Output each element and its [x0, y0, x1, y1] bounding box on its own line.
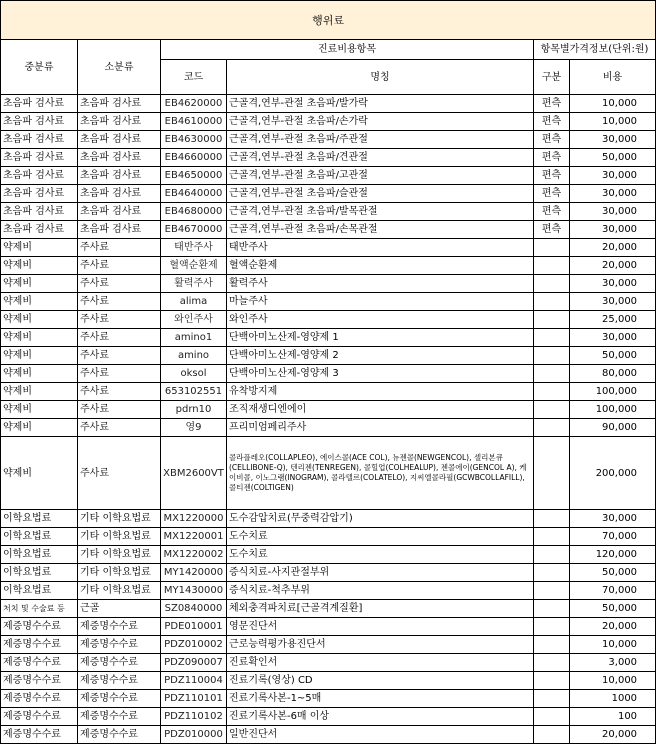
- cell-type: [534, 528, 570, 546]
- cell-type: 편측: [534, 221, 570, 239]
- table-row: [1, 383, 656, 401]
- cell-code: MY1430000: [161, 582, 227, 600]
- cell-cost: 10,000: [570, 672, 656, 690]
- table-row: [1, 95, 656, 113]
- cell-code: 활력주사: [161, 275, 227, 293]
- cell-type: 편측: [534, 131, 570, 149]
- cell-minor: 초음파 검사료: [78, 221, 161, 239]
- cell-name: 근골격,연부-관절 초음파/발가락: [227, 95, 534, 113]
- cell-major: 처치 및 수술료 등: [1, 600, 78, 618]
- cell-type: [534, 672, 570, 690]
- cell-type: [534, 726, 570, 744]
- cell-minor: 제증명수수료: [78, 726, 161, 744]
- cell-name: 근골격,연부-관절 초음파/손목관절: [227, 221, 534, 239]
- cell-cost: 50,000: [570, 149, 656, 167]
- table-row: [1, 203, 656, 221]
- cell-name: 도수치료: [227, 546, 534, 564]
- title-row: [1, 1, 656, 40]
- cell-cost: 100,000: [570, 383, 656, 401]
- cell-name: 도수치료: [227, 528, 534, 546]
- table-title: 행위료: [1, 1, 656, 40]
- cell-minor: 주사료: [78, 293, 161, 311]
- table-row: [1, 347, 656, 365]
- table-row: [1, 600, 656, 618]
- cell-name: 근골격,연부-관절 초음파/슬관절: [227, 185, 534, 203]
- cell-major: 제증명수수료: [1, 654, 78, 672]
- cell-cost: 70,000: [570, 582, 656, 600]
- cell-minor: 주사료: [78, 329, 161, 347]
- cell-type: [534, 311, 570, 329]
- cell-minor: 제증명수수료: [78, 690, 161, 708]
- table-row: [1, 149, 656, 167]
- table-row: [1, 618, 656, 636]
- cell-major: 초음파 검사료: [1, 185, 78, 203]
- header-row-1: [1, 40, 656, 60]
- table-row: [1, 654, 656, 672]
- cell-cost: 1000: [570, 690, 656, 708]
- cell-type: [534, 564, 570, 582]
- table-row: [1, 221, 656, 239]
- cell-minor: 기타 이학요법료: [78, 582, 161, 600]
- table-row: [1, 726, 656, 744]
- header-name: 명칭: [227, 60, 534, 95]
- cell-minor: 주사료: [78, 239, 161, 257]
- cell-name: 콜라플레오(COLLAPLEO), 에이스콜(ACE COL), 뉴젠콜(NEWGENCOL), 셀리본큐(CELLIBONE-Q), 텐리젠(TENREGEN), 콜힐업(COLHEALUP), 젠콜에이(GENCOL A), 케이비콜, 이노그램(INOGRAM), 콜라텔르(COLATELO), 지씨엘콜라필(GCWBCOLLAFILL), 콜티젠(COLTIGEN): [227, 437, 534, 510]
- cell-type: [534, 401, 570, 419]
- cell-code: 혈액순환제: [161, 257, 227, 275]
- cell-cost: 30,000: [570, 185, 656, 203]
- cell-minor: 제증명수수료: [78, 672, 161, 690]
- table-row: [1, 185, 656, 203]
- table-row: [1, 708, 656, 726]
- cell-name: 일반진단서: [227, 726, 534, 744]
- cell-name: 진료기록사본-1~5매: [227, 690, 534, 708]
- cell-code: PDZ010002: [161, 636, 227, 654]
- cell-name: 와인주사: [227, 311, 534, 329]
- table-row: [1, 528, 656, 546]
- cell-name: 도수감압치료(무중력감압기): [227, 510, 534, 528]
- cell-major: 이학요법료: [1, 510, 78, 528]
- cell-cost: 10,000: [570, 95, 656, 113]
- cell-type: [534, 239, 570, 257]
- header-minor: 소분류: [78, 40, 161, 95]
- cell-major: 약제비: [1, 293, 78, 311]
- cell-type: [534, 654, 570, 672]
- cell-name: 증식치료-척추부위: [227, 582, 534, 600]
- cell-code: MY1420000: [161, 564, 227, 582]
- cell-minor: 주사료: [78, 365, 161, 383]
- cell-cost: 100,000: [570, 401, 656, 419]
- cell-cost: 20,000: [570, 726, 656, 744]
- cell-code: EB4630000: [161, 131, 227, 149]
- table-row: [1, 401, 656, 419]
- cell-minor: 주사료: [78, 311, 161, 329]
- cell-cost: 30,000: [570, 510, 656, 528]
- cell-name: 근골격,연부-관절 초음파/주관절: [227, 131, 534, 149]
- cell-cost: 30,000: [570, 167, 656, 185]
- cell-cost: 30,000: [570, 275, 656, 293]
- cell-name: 영문진단서: [227, 618, 534, 636]
- cell-name: 프리미엄페리주사: [227, 419, 534, 437]
- cell-code: 영9: [161, 419, 227, 437]
- cell-major: 제증명수수료: [1, 672, 78, 690]
- table-row: [1, 365, 656, 383]
- cell-code: PDZ110004: [161, 672, 227, 690]
- cell-code: amino: [161, 347, 227, 365]
- cell-name: 진료확인서: [227, 654, 534, 672]
- cell-cost: 10,000: [570, 113, 656, 131]
- cell-minor: 초음파 검사료: [78, 203, 161, 221]
- cell-type: 편측: [534, 185, 570, 203]
- cell-type: [534, 347, 570, 365]
- table-row: [1, 167, 656, 185]
- cell-type: [534, 329, 570, 347]
- cell-name: 진료기록(영상) CD: [227, 672, 534, 690]
- table-row: [1, 239, 656, 257]
- cell-type: [534, 419, 570, 437]
- cell-minor: 기타 이학요법료: [78, 564, 161, 582]
- cell-major: 초음파 검사료: [1, 95, 78, 113]
- cell-major: 약제비: [1, 419, 78, 437]
- cell-major: 약제비: [1, 437, 78, 510]
- table-row: [1, 311, 656, 329]
- cell-type: [534, 600, 570, 618]
- cell-minor: 제증명수수료: [78, 636, 161, 654]
- cell-major: 제증명수수료: [1, 636, 78, 654]
- cell-minor: 근골: [78, 600, 161, 618]
- cell-cost: 10,000: [570, 636, 656, 654]
- cell-type: 편측: [534, 95, 570, 113]
- cell-major: 초음파 검사료: [1, 113, 78, 131]
- cell-major: 약제비: [1, 401, 78, 419]
- header-code: 코드: [161, 60, 227, 95]
- cell-name: 조직재생디엔에이: [227, 401, 534, 419]
- cell-code: MX1220000: [161, 510, 227, 528]
- cell-cost: 20,000: [570, 239, 656, 257]
- cell-minor: 제증명수수료: [78, 654, 161, 672]
- cell-minor: 주사료: [78, 401, 161, 419]
- cell-code: 와인주사: [161, 311, 227, 329]
- header-type: 구분: [534, 60, 570, 95]
- cell-name: 근골격,연부-관절 초음파/발목관절: [227, 203, 534, 221]
- cell-type: [534, 437, 570, 510]
- cell-name: 근로능력평가용진단서: [227, 636, 534, 654]
- cell-code: EB4680000: [161, 203, 227, 221]
- cell-major: 제증명수수료: [1, 690, 78, 708]
- cell-cost: 50,000: [570, 600, 656, 618]
- cell-major: 이학요법료: [1, 564, 78, 582]
- cell-major: 초음파 검사료: [1, 149, 78, 167]
- cell-cost: 70,000: [570, 528, 656, 546]
- cell-type: [534, 365, 570, 383]
- cell-major: 약제비: [1, 275, 78, 293]
- table-row: [1, 131, 656, 149]
- cell-cost: 90,000: [570, 419, 656, 437]
- cell-cost: 30,000: [570, 329, 656, 347]
- cell-minor: 주사료: [78, 275, 161, 293]
- cell-major: 약제비: [1, 347, 78, 365]
- cell-code: EB4640000: [161, 185, 227, 203]
- cell-minor: 초음파 검사료: [78, 113, 161, 131]
- cell-major: 제증명수수료: [1, 726, 78, 744]
- cell-major: 이학요법료: [1, 546, 78, 564]
- cell-code: alima: [161, 293, 227, 311]
- cell-name: 근골격,연부-관절 초음파/고관절: [227, 167, 534, 185]
- cell-name: 증식치료-사지관절부위: [227, 564, 534, 582]
- cell-code: EB4650000: [161, 167, 227, 185]
- cell-cost: 30,000: [570, 221, 656, 239]
- cell-code: PDZ110101: [161, 690, 227, 708]
- cell-name: 근골격,연부-관절 초음파/손가락: [227, 113, 534, 131]
- cell-code: pdrn10: [161, 401, 227, 419]
- cell-minor: 초음파 검사료: [78, 185, 161, 203]
- cell-type: 편측: [534, 113, 570, 131]
- cell-type: [534, 510, 570, 528]
- table-row: [1, 329, 656, 347]
- cell-code: MX1220001: [161, 528, 227, 546]
- cell-cost: 50,000: [570, 347, 656, 365]
- cell-cost: 30,000: [570, 131, 656, 149]
- cell-minor: 주사료: [78, 347, 161, 365]
- cell-code: EB4670000: [161, 221, 227, 239]
- cell-major: 이학요법료: [1, 528, 78, 546]
- cell-cost: 120,000: [570, 546, 656, 564]
- cell-type: [534, 618, 570, 636]
- table-row: [1, 510, 656, 528]
- cell-name: 단백아미노산제-영양제 3: [227, 365, 534, 383]
- cell-type: [534, 582, 570, 600]
- cell-major: 초음파 검사료: [1, 131, 78, 149]
- cell-name: 마늘주사: [227, 293, 534, 311]
- cell-cost: 25,000: [570, 311, 656, 329]
- table-row: [1, 564, 656, 582]
- cell-minor: 주사료: [78, 437, 161, 510]
- cell-name: 진료기록사본-6매 이상: [227, 708, 534, 726]
- table-row: [1, 437, 656, 510]
- cell-minor: 주사료: [78, 419, 161, 437]
- table-row: [1, 672, 656, 690]
- cell-name: 활력주사: [227, 275, 534, 293]
- header-price-group: 항목별가격정보(단위:원): [534, 40, 656, 60]
- table-row: [1, 419, 656, 437]
- cell-major: 초음파 검사료: [1, 203, 78, 221]
- cell-major: 이학요법료: [1, 582, 78, 600]
- cell-minor: 제증명수수료: [78, 618, 161, 636]
- cell-code: EB4610000: [161, 113, 227, 131]
- cell-major: 약제비: [1, 257, 78, 275]
- cell-code: EB4660000: [161, 149, 227, 167]
- cell-type: [534, 257, 570, 275]
- cell-minor: 초음파 검사료: [78, 131, 161, 149]
- cell-minor: 주사료: [78, 257, 161, 275]
- cell-major: 약제비: [1, 383, 78, 401]
- cell-major: 약제비: [1, 239, 78, 257]
- cell-cost: 3,000: [570, 654, 656, 672]
- table-row: [1, 257, 656, 275]
- cell-type: [534, 383, 570, 401]
- cell-major: 약제비: [1, 329, 78, 347]
- cell-name: 단백아미노산제-영양제 1: [227, 329, 534, 347]
- cell-minor: 기타 이학요법료: [78, 528, 161, 546]
- cell-name: 혈액순환제: [227, 257, 534, 275]
- cell-cost: 50,000: [570, 564, 656, 582]
- cell-minor: 주사료: [78, 383, 161, 401]
- cell-type: [534, 708, 570, 726]
- cell-major: 약제비: [1, 365, 78, 383]
- cell-major: 제증명수수료: [1, 708, 78, 726]
- cell-cost: 30,000: [570, 293, 656, 311]
- cell-name: 체외충격파치료[근골격계질환]: [227, 600, 534, 618]
- header-major: 중분류: [1, 40, 78, 95]
- cell-code: PDZ110102: [161, 708, 227, 726]
- cell-code: EB4620000: [161, 95, 227, 113]
- cell-code: PDZ090007: [161, 654, 227, 672]
- cell-major: 초음파 검사료: [1, 167, 78, 185]
- cell-major: 초음파 검사료: [1, 221, 78, 239]
- cell-cost: 80,000: [570, 365, 656, 383]
- cell-code: XBM2600VT: [161, 437, 227, 510]
- cell-minor: 초음파 검사료: [78, 95, 161, 113]
- cell-code: SZ0840000: [161, 600, 227, 618]
- cell-name: 유착방지제: [227, 383, 534, 401]
- cell-cost: 200,000: [570, 437, 656, 510]
- cell-type: [534, 546, 570, 564]
- cell-name: 단백아미노산제-영양제 2: [227, 347, 534, 365]
- cell-code: 태반주사: [161, 239, 227, 257]
- cell-code: PDZ010000: [161, 726, 227, 744]
- table-row: [1, 546, 656, 564]
- cell-type: [534, 690, 570, 708]
- cell-minor: 초음파 검사료: [78, 149, 161, 167]
- cell-type: [534, 275, 570, 293]
- cell-major: 제증명수수료: [1, 618, 78, 636]
- header-cost: 비용: [570, 60, 656, 95]
- header-group: 진료비용항목: [161, 40, 534, 60]
- table-row: [1, 293, 656, 311]
- cell-code: MX1220002: [161, 546, 227, 564]
- cell-minor: 제증명수수료: [78, 708, 161, 726]
- cell-minor: 초음파 검사료: [78, 167, 161, 185]
- table-row: [1, 636, 656, 654]
- cell-name: 태반주사: [227, 239, 534, 257]
- table-row: [1, 582, 656, 600]
- cell-code: amino1: [161, 329, 227, 347]
- cell-minor: 기타 이학요법료: [78, 546, 161, 564]
- cell-type: 편측: [534, 149, 570, 167]
- cell-type: 편측: [534, 167, 570, 185]
- cell-minor: 기타 이학요법료: [78, 510, 161, 528]
- cell-code: oksol: [161, 365, 227, 383]
- cell-type: 편측: [534, 203, 570, 221]
- cell-cost: 20,000: [570, 257, 656, 275]
- cell-type: [534, 636, 570, 654]
- table-row: [1, 275, 656, 293]
- cell-major: 약제비: [1, 311, 78, 329]
- table-row: [1, 113, 656, 131]
- cell-type: [534, 293, 570, 311]
- cell-cost: 30,000: [570, 203, 656, 221]
- cell-name: 근골격,연부-관절 초음파/견관절: [227, 149, 534, 167]
- cell-cost: 100: [570, 708, 656, 726]
- cell-code: 653102551: [161, 383, 227, 401]
- cell-cost: 20,000: [570, 618, 656, 636]
- cell-code: PDE010001: [161, 618, 227, 636]
- table-row: [1, 690, 656, 708]
